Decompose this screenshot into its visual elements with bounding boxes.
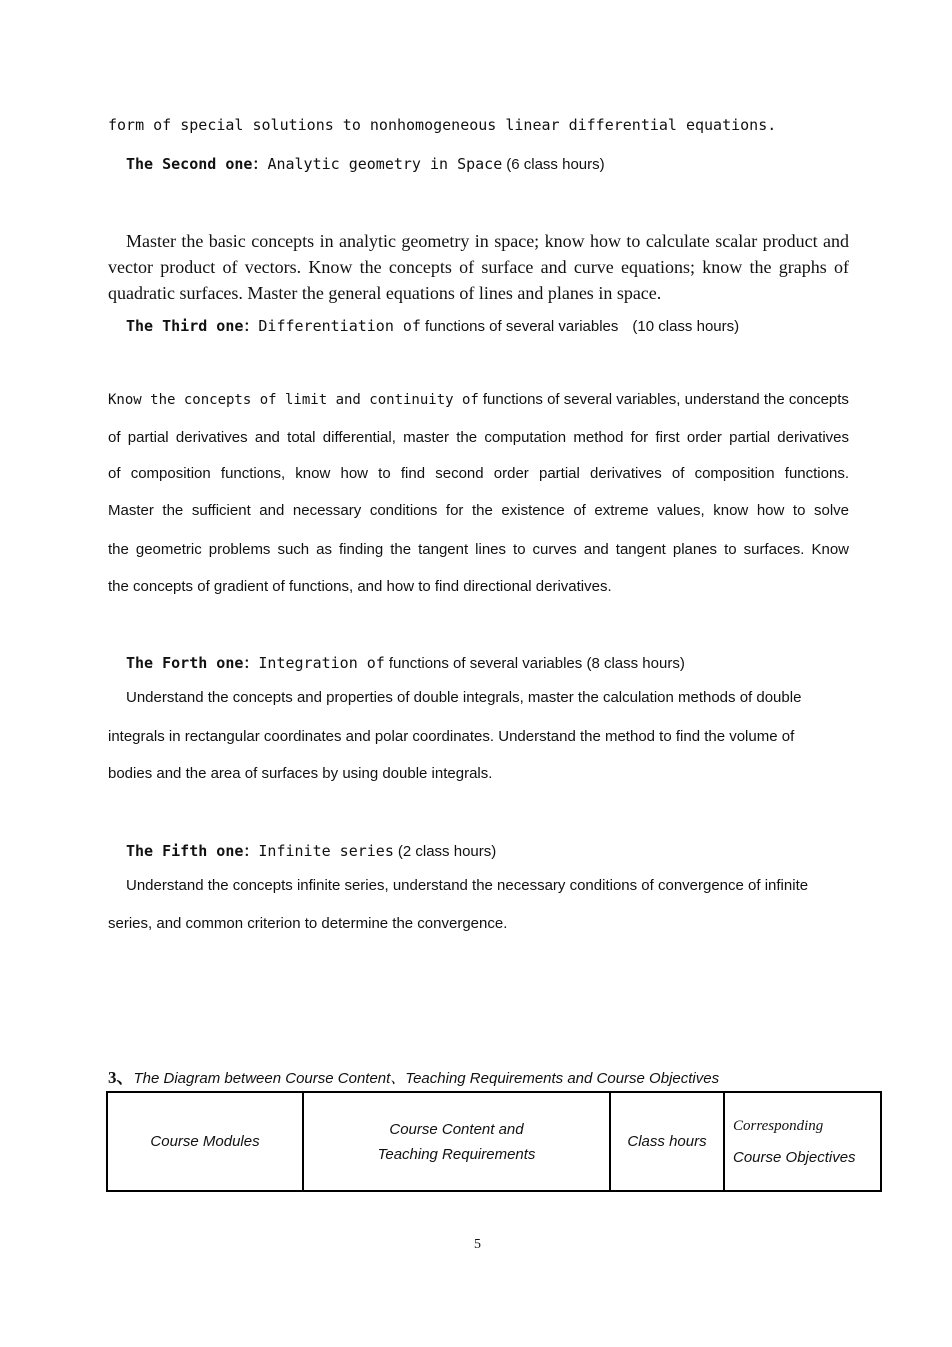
continuation-line: form of special solutions to nonhomogeneous linear differential equations.: [108, 116, 777, 134]
paragraph-line: the concepts of gradient of functions, and how to find directional derivatives.: [108, 578, 612, 595]
header-label: Teaching Requirements: [377, 1145, 536, 1163]
header-cell-content: [303, 1092, 610, 1191]
diagram-title: [108, 1063, 719, 1088]
section-topic-rest: functions of several variables (8 class hours): [388, 655, 685, 672]
paragraph-line: [108, 391, 849, 409]
header-cell-hours: [610, 1092, 724, 1191]
header-label: Course Content and: [389, 1120, 524, 1138]
section-topic: Differentiation of: [258, 317, 421, 335]
paragraph-line: vector product of vectors. Know the concepts of surface and curve equations; know the graphs of: [108, 257, 849, 277]
paragraph-line: integrals in rectangular coordinates and polar coordinates. Understand the method to find the volume of: [108, 728, 795, 745]
paragraph-line: Understand the concepts infinite series, understand the necessary conditions of convergence of infinite: [126, 877, 809, 894]
section-label: The Forth one：: [126, 654, 259, 672]
paragraph-line: Understand the concepts and properties of double integrals, master the calculation methods of double: [126, 689, 802, 706]
section-heading-third: [126, 315, 739, 336]
paragraph-line: bodies and the area of surfaces by using double integrals.: [108, 765, 493, 782]
paragraph-line: of composition functions, know how to find second order partial derivatives of composition functions.: [108, 465, 849, 482]
header-cell-objectives: [724, 1092, 881, 1191]
header-label: Class hours: [627, 1132, 707, 1150]
section-hours: (2 class hours): [397, 843, 497, 860]
paragraph-prefix: Know the concepts of limit and continuity of: [108, 392, 479, 408]
section-label: The Fifth one：: [126, 842, 259, 860]
section-topic: Infinite series: [258, 842, 394, 860]
paragraph-line: quadratic surfaces. Master the general equations of lines and planes in space.: [108, 283, 662, 303]
diagram-number: 3、: [108, 1068, 134, 1087]
paragraph-rest: functions of several variables, understand the concepts: [482, 391, 849, 408]
header-label: Course Modules: [150, 1132, 260, 1150]
section-hours: (10 class hours): [632, 318, 740, 335]
table-header-row: [107, 1092, 881, 1191]
paragraph-line: Master the basic concepts in analytic geometry in space; know how to calculate scalar product and: [126, 231, 849, 251]
section-topic: Analytic geometry in Space: [267, 155, 503, 173]
section-heading-forth: [126, 652, 685, 673]
section-label: The Third one：: [126, 317, 259, 335]
section-label: The Second one：: [126, 155, 268, 173]
header-cell-modules: [107, 1092, 303, 1191]
section-topic: Integration of: [258, 654, 385, 672]
page-number: 5: [474, 1237, 481, 1252]
section-heading-fifth: [126, 840, 496, 861]
paragraph-line: the geometric problems such as finding the tangent lines to curves and tangent planes to surfaces. Know: [108, 541, 849, 558]
section-topic-rest: functions of several variables: [424, 318, 619, 335]
paragraph-line: Master the sufficient and necessary conditions for the existence of extreme values, know how to solve: [108, 502, 849, 519]
paragraph-line: series, and common criterion to determine the convergence.: [108, 915, 508, 932]
paragraph-line: of partial derivatives and total differential, master the computation method for first order partial derivatives: [108, 429, 849, 446]
diagram-title-text: The Diagram between Course Content、Teaching Requirements and Course Objectives: [133, 1070, 720, 1087]
header-label: Course Objectives: [733, 1148, 856, 1166]
section-heading-second: [126, 153, 605, 174]
section-hours: (6 class hours): [506, 156, 605, 173]
header-label: Corresponding: [733, 1117, 824, 1134]
diagram-table: [106, 1091, 882, 1192]
